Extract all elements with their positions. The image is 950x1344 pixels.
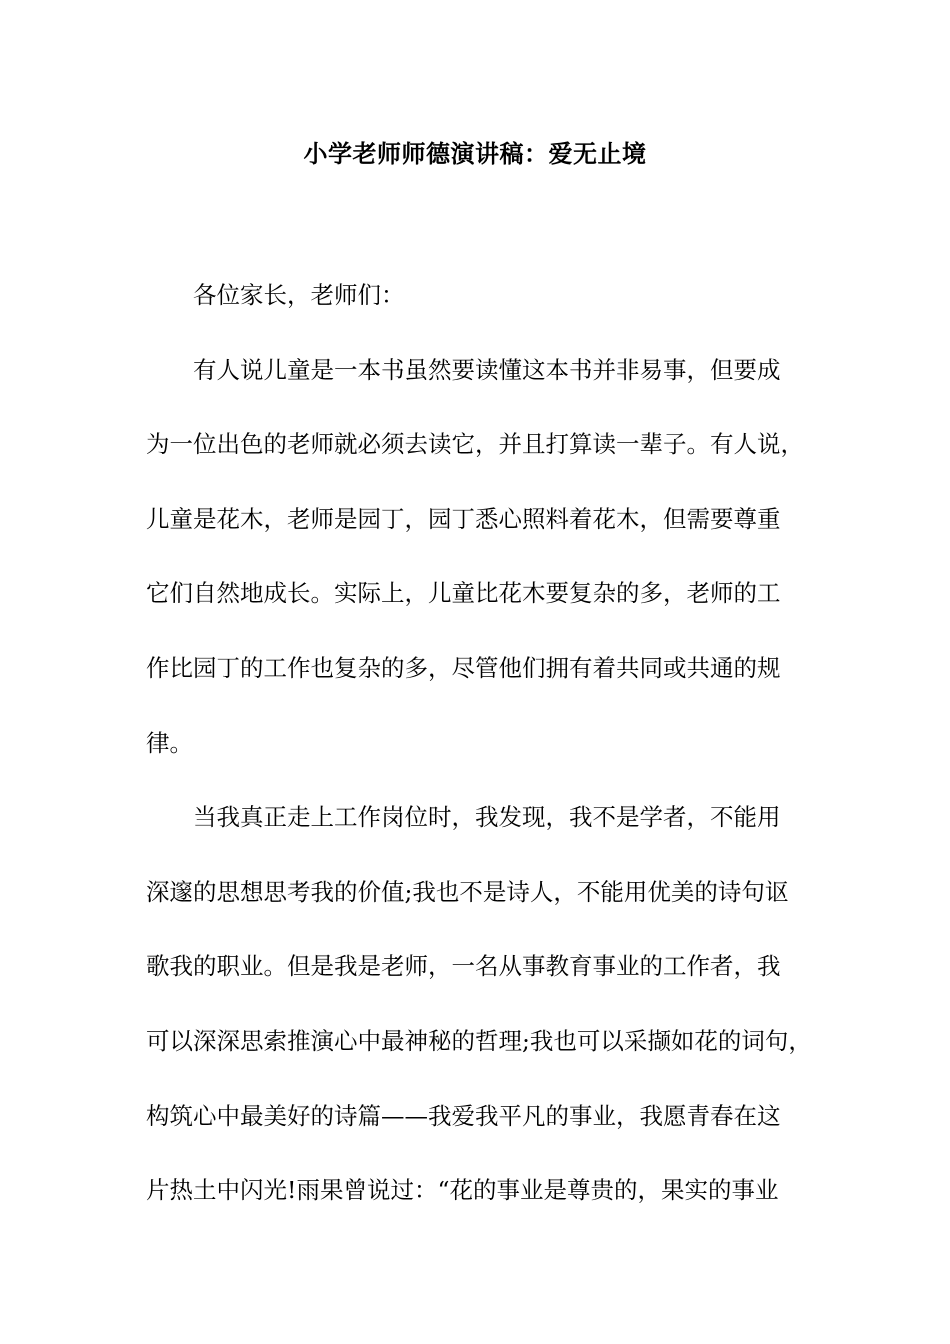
paragraph-line: 歌我的职业。但是我是老师，一名从事教育事业的工作者，我 xyxy=(146,952,781,981)
salutation-line: 各位家长，老师们： xyxy=(193,281,405,309)
paragraph-line: 儿童是花木，老师是园丁，园丁悉心照料着花木，但需要尊重 xyxy=(146,504,781,533)
paragraph-line: 片热土中闪光!雨果曾说过：“花的事业是尊贵的，果实的事业 xyxy=(146,1176,779,1205)
paragraph-line: 它们自然地成长。实际上，儿童比花木要复杂的多，老师的工 xyxy=(146,579,781,608)
paragraph-line: 构筑心中最美好的诗篇——我爱我平凡的事业，我愿青春在这 xyxy=(146,1101,781,1130)
paragraph-line: 律。 xyxy=(146,728,193,757)
paragraph-line: 作比园丁的工作也复杂的多，尽管他们拥有着共同或共通的规 xyxy=(146,653,781,682)
paragraph-line: 当我真正走上工作岗位时，我发现，我不是学者，不能用 xyxy=(193,803,781,832)
document-title: 小学老师师德演讲稿：爱无止境 xyxy=(303,139,647,168)
paragraph-line: 有人说儿童是一本书虽然要读懂这本书并非易事，但要成 xyxy=(193,355,781,384)
paragraph-line: 可以深深思索推演心中最神秘的哲理;我也可以采撷如花的词句， xyxy=(146,1026,812,1055)
document-body xyxy=(146,258,810,1228)
paragraph-line: 为一位出色的老师就必须去读它，并且打算读一辈子。有人说， xyxy=(146,430,804,459)
paragraph-line: 深邃的思想思考我的价值;我也不是诗人，不能用优美的诗句讴 xyxy=(146,877,789,906)
